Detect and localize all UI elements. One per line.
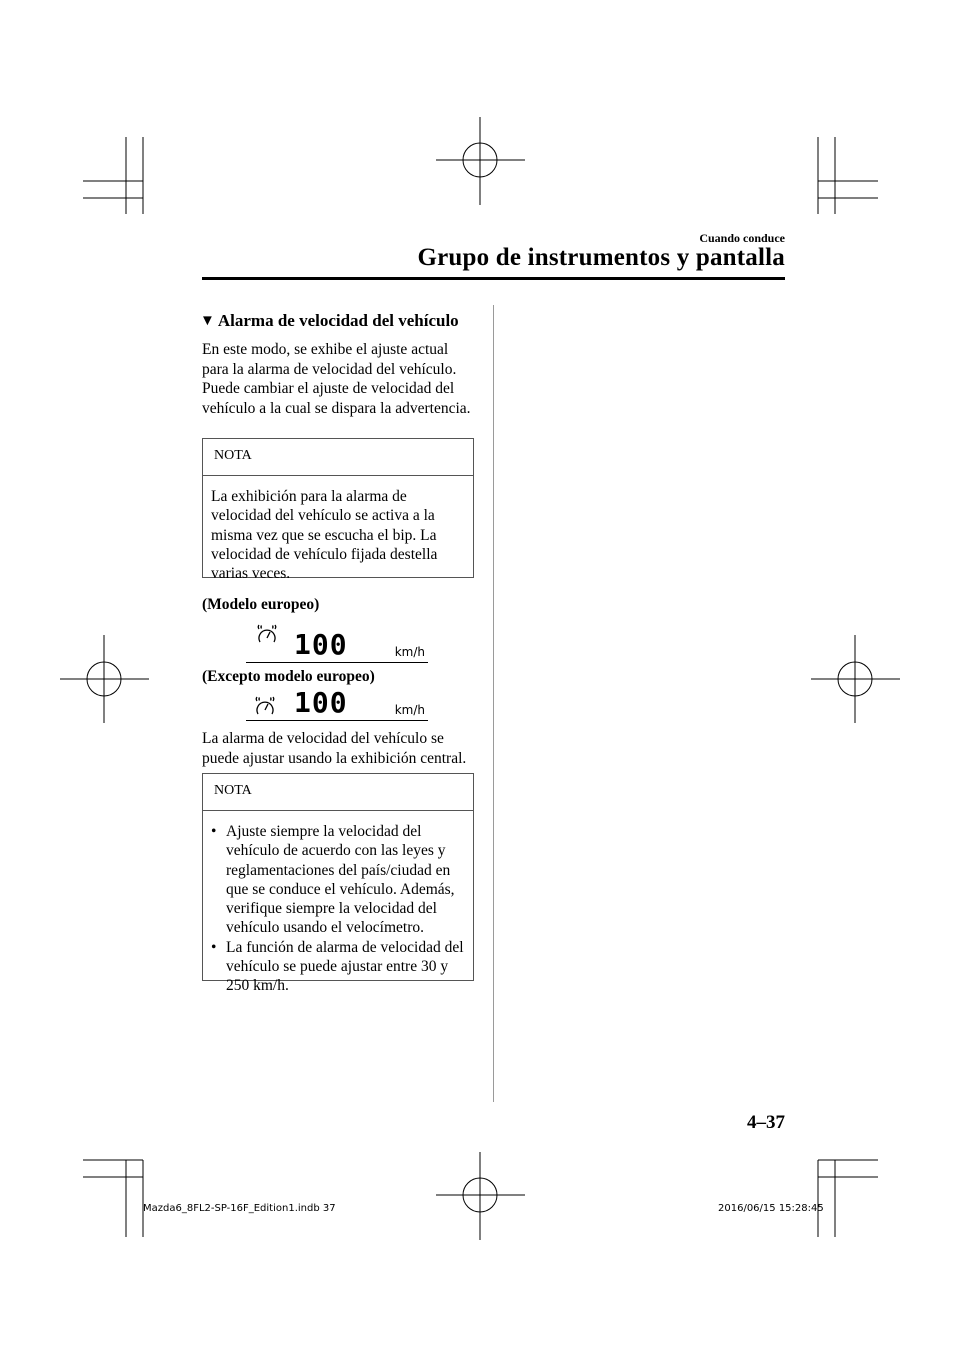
- speed-unit: km/h: [394, 703, 425, 717]
- header-rule: [202, 277, 785, 280]
- intro-paragraph: En este modo, se exhibe el ajuste actual para la alarma de velocidad del vehículo. Puede cambiar el ajuste de velocidad del vehículo a la cual se dispara la advertencia.: [202, 341, 471, 417]
- note-list: [211, 822, 465, 996]
- section-heading: [200, 311, 459, 331]
- speed-unit: km/h: [394, 645, 425, 659]
- list-item-text: Ajuste siempre la velocidad del vehículo de acuerdo con las leyes y reglamentaciones del país/ciudad en que se conduce el vehículo. Además, verifique siempre la velocidad del vehículo usando el velocímetro.: [226, 823, 455, 937]
- note-label: NOTA: [203, 439, 473, 476]
- note-box-1: [202, 438, 474, 583]
- page-title: Grupo de instrumentos y pantalla: [417, 244, 785, 271]
- speed-alarm-display-europe: [246, 627, 428, 663]
- section-heading-text: Alarma de velocidad del vehículo: [217, 311, 459, 330]
- footer-filename: Mazda6_8FL2-SP-16F_Edition1.indb 37: [143, 1203, 336, 1214]
- speed-alarm-icon: [256, 622, 278, 644]
- display-baseline: [246, 720, 428, 721]
- body-paragraph-2: La alarma de velocidad del vehículo se puede ajustar usando la exhibición central.: [202, 730, 467, 767]
- triangle-down-icon: ▼: [200, 312, 215, 329]
- speed-value: 100: [294, 686, 348, 719]
- bullet: •: [211, 938, 217, 956]
- note-text: La exhibición para la alarma de velocidad del vehículo se activa a la misma vez que se escucha el bip. La velocidad de vehículo fijada destella varias veces.: [211, 488, 438, 583]
- note-label: NOTA: [203, 774, 473, 811]
- speed-alarm-display-non-europe: [246, 685, 428, 721]
- display-label-non-europe: (Excepto modelo europeo): [202, 668, 375, 685]
- list-item: [211, 822, 465, 938]
- speed-alarm-icon: [254, 694, 276, 716]
- bullet: •: [211, 823, 217, 840]
- note-box-2: [202, 773, 474, 995]
- note-list-container: [203, 811, 473, 1002]
- column-divider: [493, 305, 494, 1102]
- footer-timestamp: 2016/06/15 15:28:45: [718, 1203, 824, 1214]
- list-item-text: La función de alarma de velocidad del vehículo se puede ajustar entre 30 y 250 km/h.: [226, 938, 464, 995]
- display-baseline: [246, 662, 428, 663]
- list-item: [211, 938, 465, 996]
- page-number: 4–37: [747, 1112, 785, 1133]
- display-label-europe: (Modelo europeo): [202, 596, 320, 613]
- speed-value: 100: [294, 628, 348, 661]
- header-section-label: Cuando conduce: [699, 231, 785, 245]
